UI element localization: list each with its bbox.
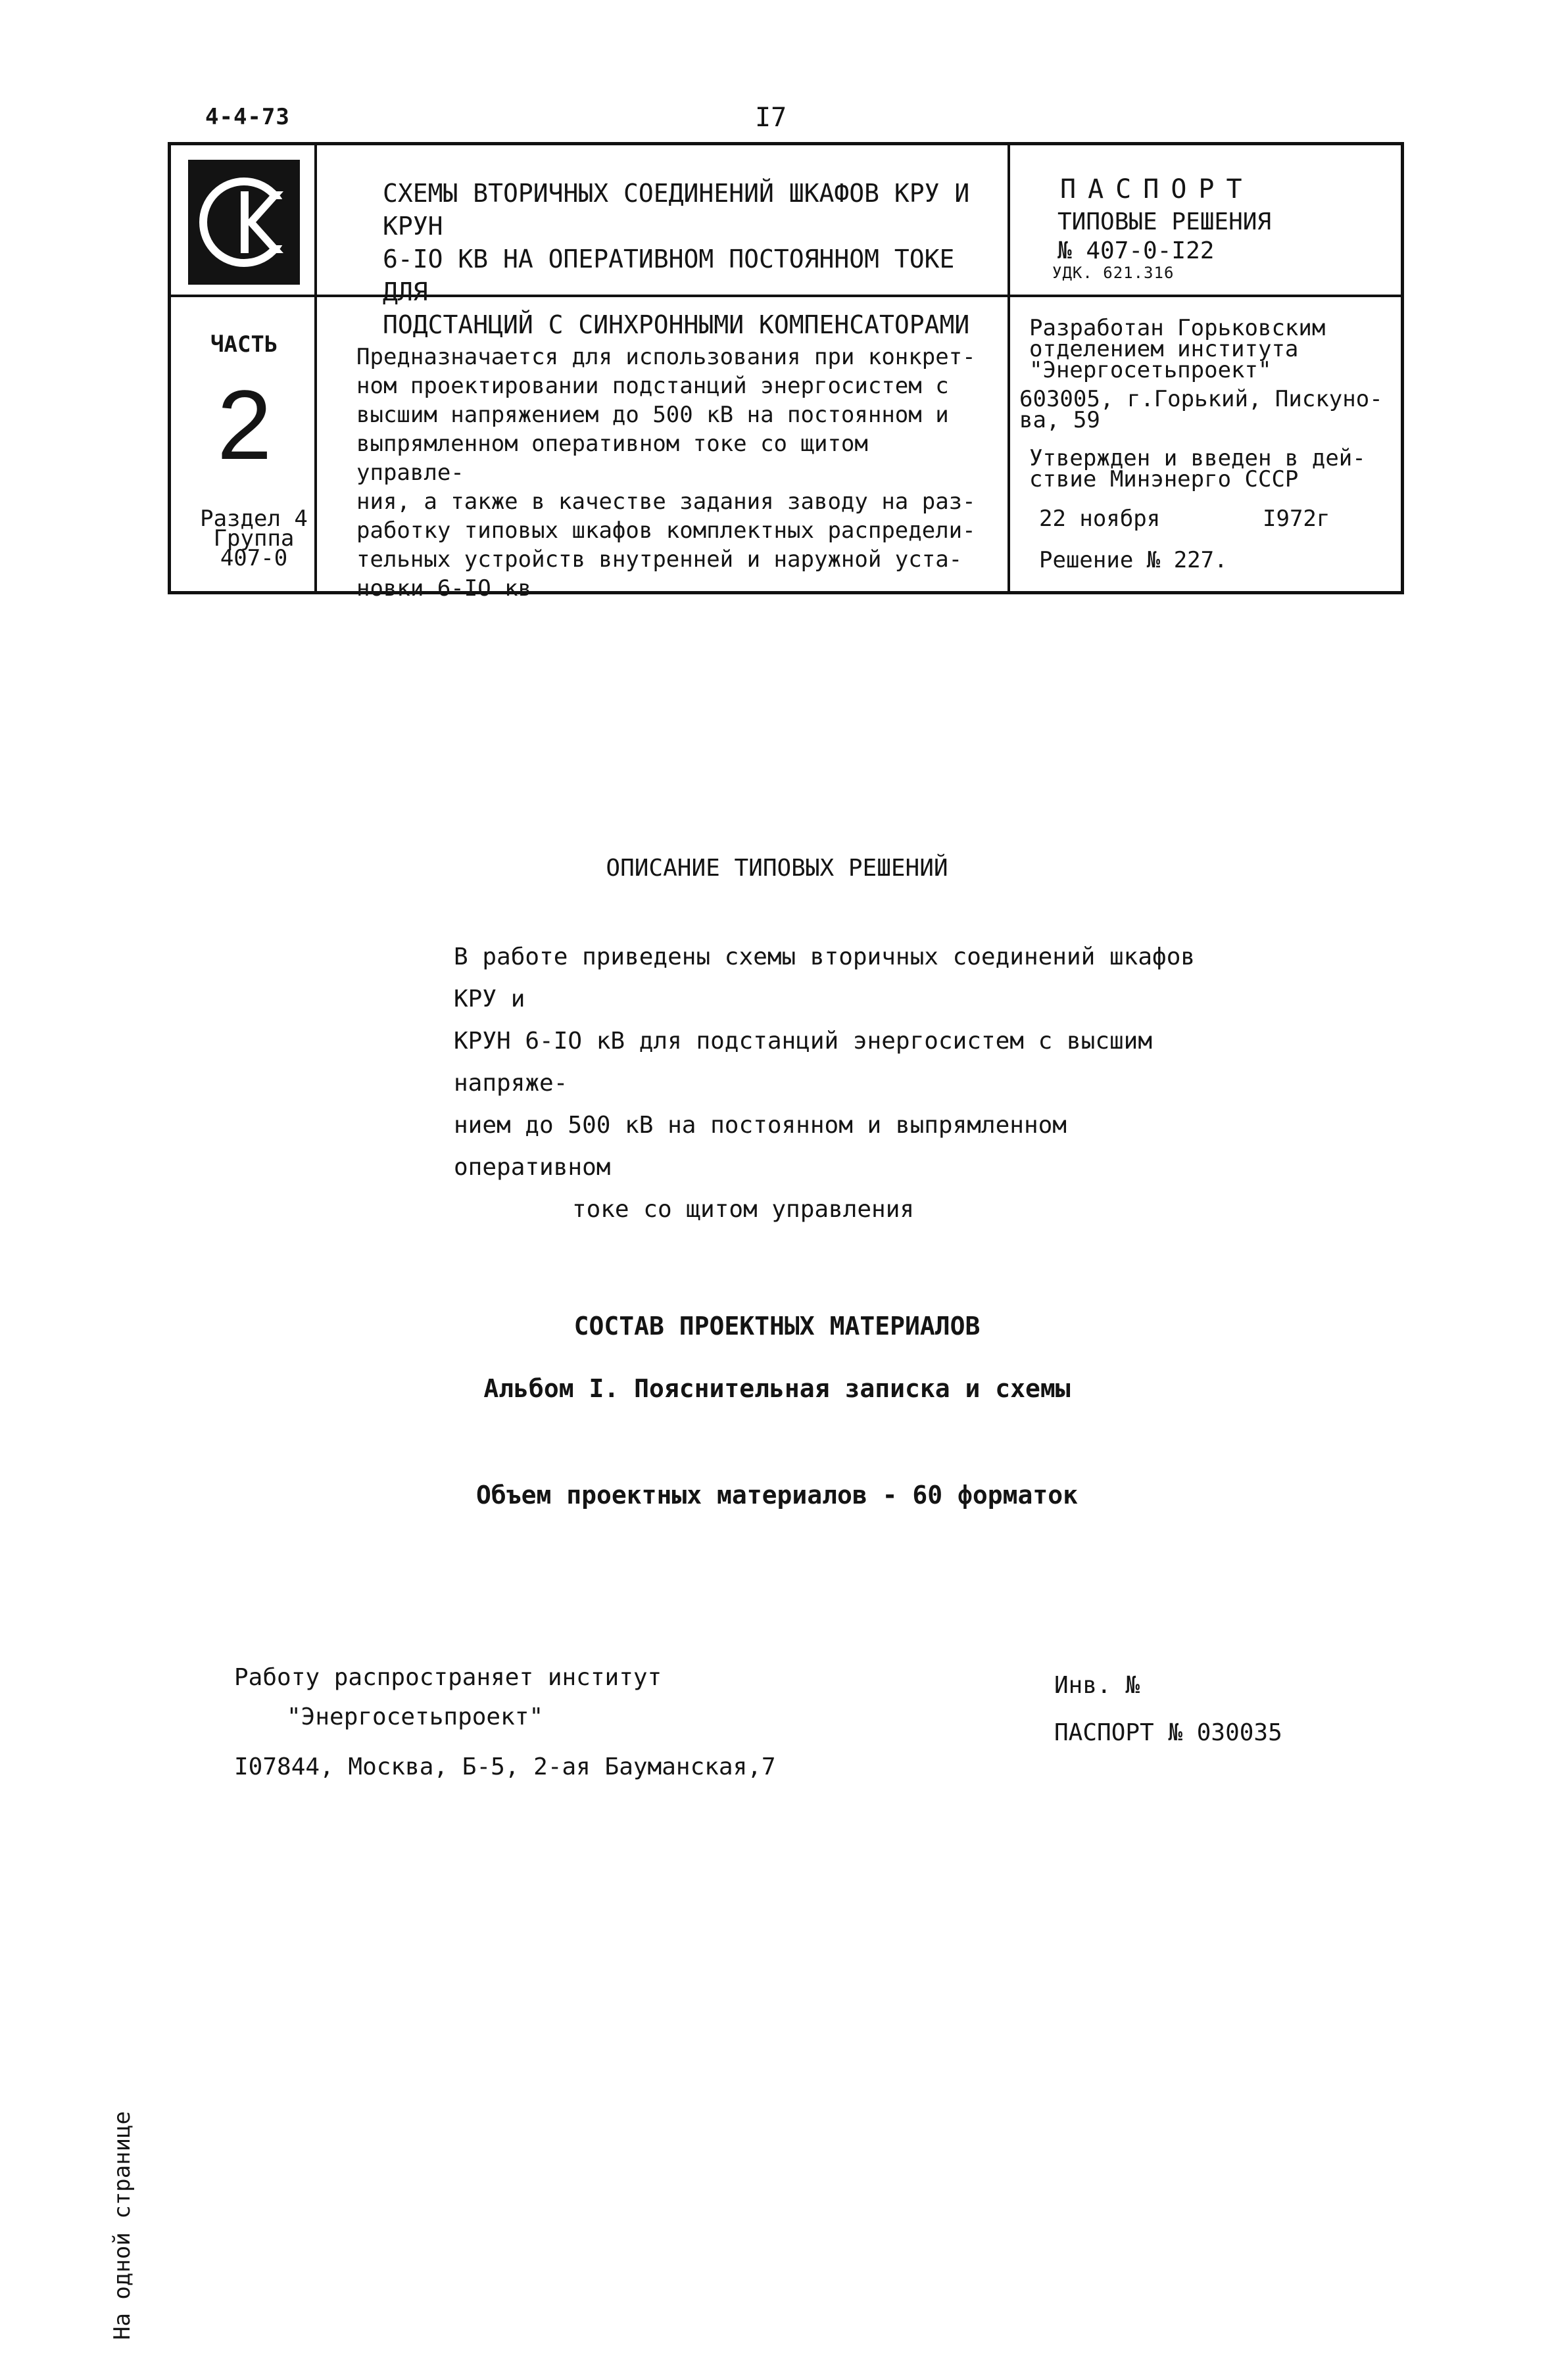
inventory-label: Инв. № — [1054, 1672, 1140, 1699]
approval-info — [1029, 445, 1397, 492]
udk-code: УДК. 621.316 — [1052, 264, 1175, 282]
inventory-info — [1054, 1662, 1282, 1757]
description-line: высшим напряжением до 500 кВ на постоянном и — [356, 402, 949, 428]
part-number: 2 — [217, 369, 272, 480]
sk-logo-icon — [188, 160, 300, 285]
paragraph-line: КРУН 6-IO кВ для подстанций энергосистем с высшим напряже- — [454, 1028, 1153, 1097]
paragraph-line: нием до 500 кВ на постоянном и выпрямленном оперативном — [454, 1112, 1067, 1181]
group-code-line: 407-0 — [220, 545, 288, 571]
passport-card — [168, 142, 1404, 602]
passport-subtitle: ТИПОВЫЕ РЕШЕНИЯ — [1057, 208, 1272, 235]
side-note-text: На одной странице — [109, 2111, 135, 2340]
address-line: ва, 59 — [1019, 407, 1100, 433]
approval-year: I972г — [1263, 506, 1330, 532]
description-paragraph — [454, 936, 1230, 1231]
title-line: СХЕМЫ ВТОРИЧНЫХ СОЕДИНЕНИЙ ШКАФОВ КРУ И КРУН — [383, 179, 970, 241]
passport-inventory-number: ПАСПОРТ № 030035 — [1054, 1719, 1282, 1746]
part-label: ЧАСТЬ — [210, 331, 278, 358]
approval-date: 22 ноября — [1039, 506, 1161, 532]
paragraph-line: токе со щитом управления — [571, 1196, 915, 1223]
side-note — [96, 2071, 149, 2380]
page-number: I7 — [755, 103, 787, 133]
materials-heading: СОСТАВ ПРОЕКТНЫХ МАТЕРИАЛОВ — [573, 1312, 981, 1341]
description-line: ния, а также в качестве задания заводу на раз- — [356, 488, 976, 515]
title-line: ПОДСТАНЦИЙ С СИНХРОННЫМИ КОМПЕНСАТОРАМИ — [383, 310, 970, 339]
description-line: ном проектировании подстанций энергосистем с — [356, 373, 949, 399]
purpose-description — [356, 343, 988, 603]
description-line: тельных устройств внутренней и наружной уста- — [356, 546, 963, 573]
description-line: работку типовых шкафов комплектных распредели- — [356, 517, 976, 544]
passport-label: ПАСПОРТ — [1060, 174, 1254, 204]
description-line: новки 6-IO кв — [356, 575, 532, 602]
approval-line: ствие Минэнерго СССР — [1029, 466, 1299, 492]
distribution-info — [234, 1658, 776, 1787]
passport-number: № 407-0-I22 — [1057, 237, 1215, 264]
document-code: 4-4-73 — [205, 104, 290, 130]
address-line: 603005, г.Горький, Пискуно- — [1019, 386, 1383, 412]
developer-line: "Энергосетьпроект" — [1029, 357, 1272, 383]
distribution-line: "Энергосетьпроект" — [287, 1703, 544, 1730]
approval-line: Утвержден и введен в дей- — [1029, 445, 1366, 471]
developer-address — [1019, 386, 1388, 433]
decision-number: Решение № 227. — [1039, 547, 1228, 573]
card-divider-right — [1008, 145, 1010, 591]
title-line: 6-IO КВ НА ОПЕРАТИВНОМ ПОСТОЯННОМ ТОКЕ ДЛЯ — [383, 245, 955, 306]
document-title — [383, 177, 988, 341]
paragraph-line: В работе приведены схемы вторичных соединений шкафов КРУ и — [454, 943, 1196, 1012]
description-line: Предназначается для использования при конкрет- — [356, 344, 976, 370]
group-line: Группа — [213, 525, 295, 552]
section-info — [188, 506, 320, 571]
section-line: Раздел 4 — [200, 506, 308, 532]
developer-info — [1029, 315, 1397, 383]
distribution-line: Работу распространяет институт — [234, 1664, 662, 1691]
distribution-line: I07844, Москва, Б-5, 2-ая Бауманская,7 — [234, 1753, 776, 1780]
album-line: Альбом I. Пояснительная записка и схемы — [483, 1374, 1071, 1403]
developer-line: отделением института — [1029, 336, 1299, 362]
developer-line: Разработан Горьковским — [1029, 315, 1326, 341]
description-line: выпрямленном оперативном токе со щитом управле- — [356, 431, 868, 486]
description-heading: ОПИСАНИЕ ТИПОВЫХ РЕШЕНИЙ — [606, 855, 948, 882]
volume-line: Объем проектных материалов - 60 форматок — [475, 1481, 1079, 1510]
